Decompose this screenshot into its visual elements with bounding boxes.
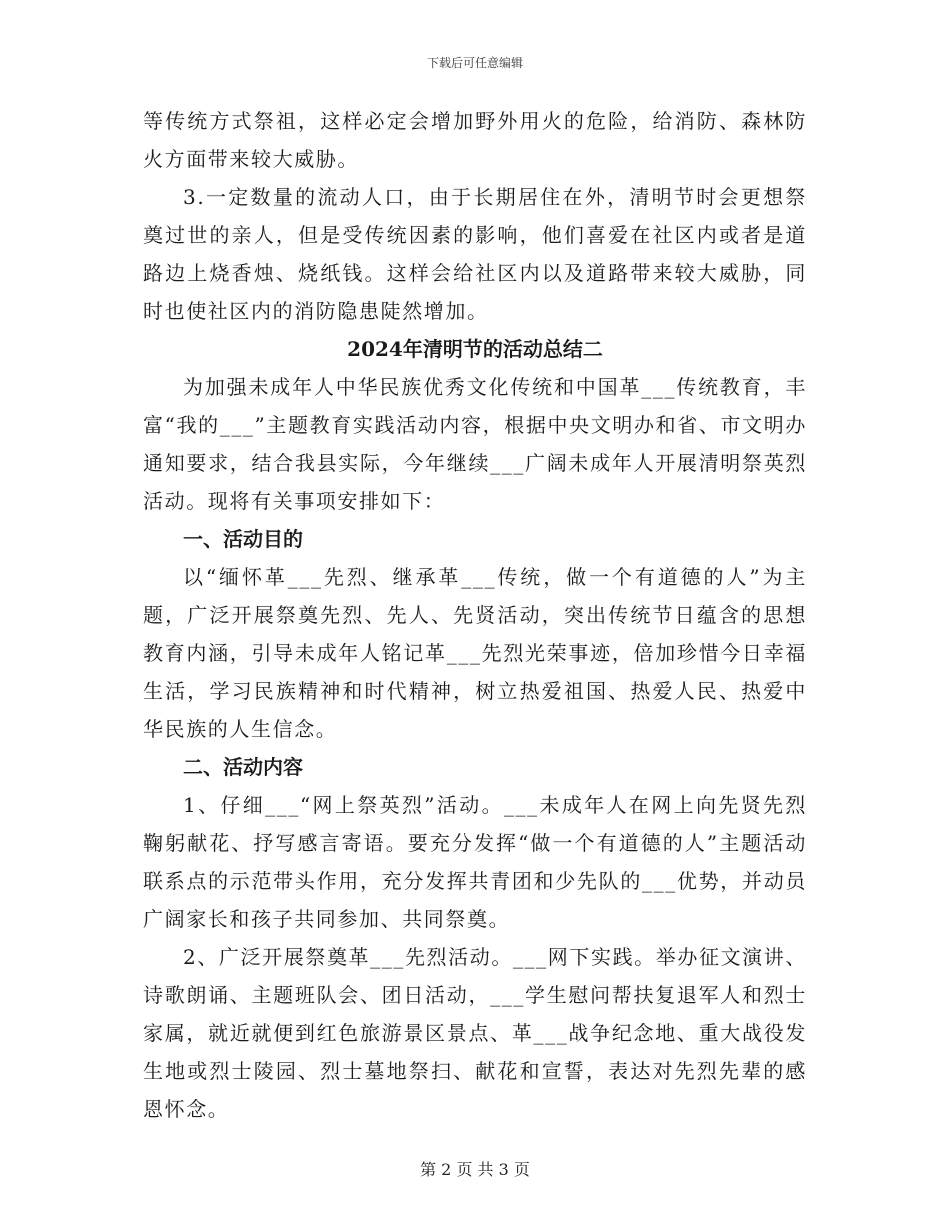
paragraph-purpose: 以“缅怀革___先烈、继承革___传统，做一个有道德的人”为主题，广泛开展祭奠先烈、先人、先贤活动，突出传统节日蕴含的思想教育内涵，引导未成年人铭记革___先烈光荣事迹，倍加珍惜今日幸福生活，学习民族精神和时代精神，树立热爱祖国、热爱人民、热爱中华民族的人生信念。: [143, 565, 807, 741]
section-title: 2024年清明节的活动总结二: [347, 337, 603, 361]
paragraph-content-2: 2、广泛开展祭奠革___先烈活动。___网下实践。举办征文演讲、诗歌朗诵、主题班队会、团日活动，___学生慰问帮扶复退军人和烈士家属，就近就便到红色旅游景区景点、革___战争纪念地、重大战役发生地或烈士陵园、烈士墓地祭扫、献花和宣誓，表达对先烈先辈的感恩怀念。: [143, 945, 807, 1121]
paragraph-intro: 为加强未成年人中华民族优秀文化传统和中国革___传统教育，丰富“我的___”主题教育实践活动内容，根据中央文明办和省、市文明办通知要求，结合我县实际，今年继续___广阔未成年人开展清明祭英烈活动。现将有关事项安排如下：: [143, 375, 807, 513]
document-body: [143, 102, 807, 1128]
paragraph-content-1: 1、仔细___“网上祭英烈”活动。___未成年人在网上向先贤先烈鞠躬献花、抒写感言寄语。要充分发挥“做一个有道德的人”主题活动联系点的示范带头作用，充分发挥共青团和少先队的___优势，并动员广阔家长和孩子共同参加、共同祭奠。: [143, 793, 807, 931]
paragraph-item-3: 3.一定数量的流动人口，由于长期居住在外，清明节时会更想祭奠过世的亲人，但是受传统因素的影响，他们喜爱在社区内或者是道路边上烧香烛、烧纸钱。这样会给社区内以及道路带来较大威胁，同时也使社区内的消防隐患陡然增加。: [143, 185, 807, 323]
header-note: 下载后可任意编辑: [426, 56, 523, 70]
paragraph-continuation: 等传统方式祭祖，这样必定会增加野外用火的危险，给消防、森林防火方面带来较大威胁。: [143, 109, 807, 171]
heading-purpose: 一、活动目的: [183, 527, 303, 551]
heading-content: 二、活动内容: [183, 755, 303, 779]
page-number: 第 2 页 共 3 页: [420, 1160, 530, 1179]
